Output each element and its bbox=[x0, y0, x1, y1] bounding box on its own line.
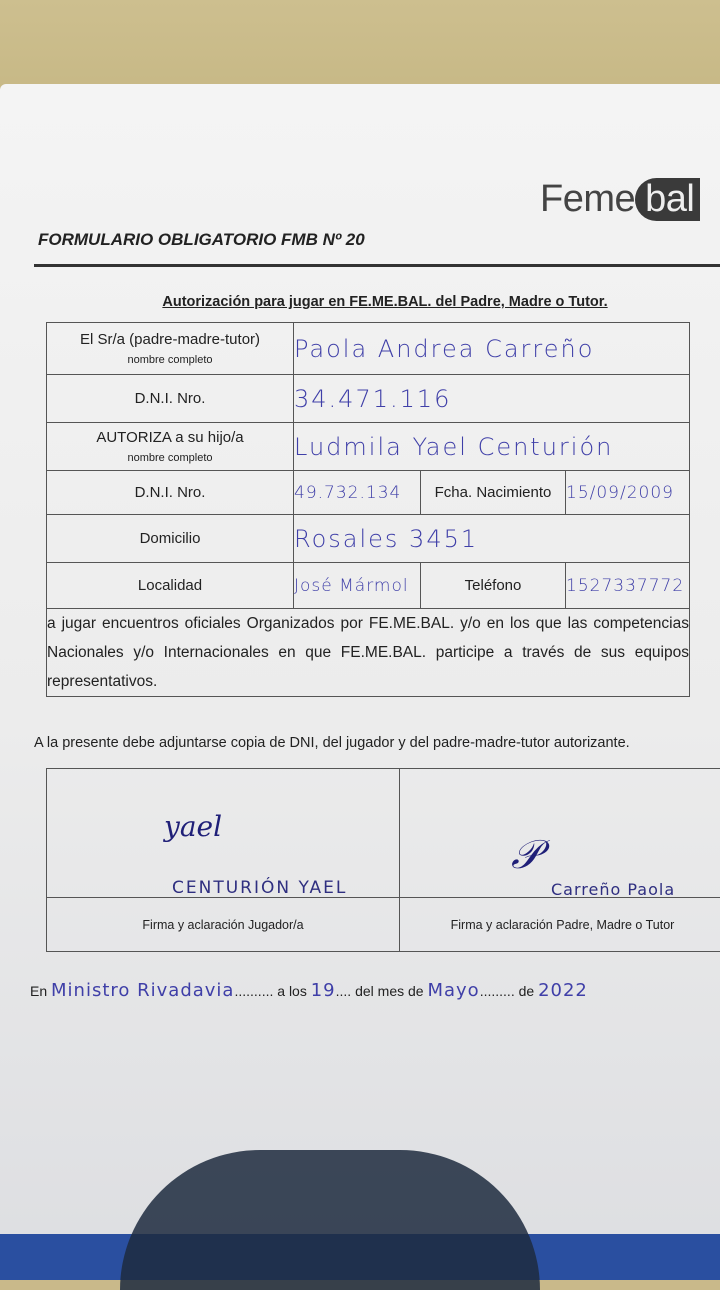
player-signature-area bbox=[48, 770, 398, 896]
tutor-dni-label: D.N.I. Nro. bbox=[47, 375, 294, 423]
tutor-printed-name: Carreño Paola bbox=[551, 880, 675, 899]
tutor-dni-field[interactable]: 34.471.116 bbox=[294, 375, 690, 423]
de-text: de bbox=[519, 983, 535, 999]
signature-table bbox=[46, 768, 720, 952]
tutor-name-row bbox=[47, 323, 690, 375]
los-text: a los bbox=[277, 983, 307, 999]
day-field[interactable]: 19 bbox=[311, 980, 336, 1001]
city-field[interactable]: José Mármol bbox=[294, 563, 421, 609]
child-label: AUTORIZA a su hijo/a bbox=[96, 429, 243, 446]
date-prefix: En bbox=[30, 983, 47, 999]
player-signature-caption: Firma y aclaración Jugador/a bbox=[47, 898, 400, 952]
place-field[interactable]: Ministro Rivadavia bbox=[51, 980, 234, 1001]
date-place-line bbox=[30, 980, 588, 1001]
child-dni-row bbox=[47, 471, 690, 515]
player-signature: yael bbox=[164, 810, 222, 843]
authorization-paragraph: a jugar encuentros oficiales Organizados por FE.ME.BAL. y/o en los que las competencias Nacionales y/o Internacionales en que FE.ME.BAL. participe a través de sus equipos representativos. bbox=[47, 609, 690, 697]
tutor-signature-caption: Firma y aclaración Padre, Madre o Tutor bbox=[400, 898, 720, 952]
child-name-row bbox=[47, 423, 690, 471]
child-dni-label: D.N.I. Nro. bbox=[47, 471, 294, 515]
day-dots: .... bbox=[336, 983, 352, 999]
attachment-note: A la presente debe adjuntarse copia de DNI, del jugador y del padre-madre-tutor autorizante. bbox=[34, 735, 630, 751]
mes-text: del mes de bbox=[355, 983, 423, 999]
form-title: FORMULARIO OBLIGATORIO FMB Nº 20 bbox=[38, 230, 365, 250]
femebal-logo: Feme bal bbox=[540, 178, 700, 221]
child-dni-field[interactable]: 49.732.134 bbox=[294, 471, 421, 515]
phone-label: Teléfono bbox=[421, 563, 566, 609]
child-label-cell bbox=[47, 423, 294, 471]
signature-row bbox=[47, 769, 720, 898]
address-label: Domicilio bbox=[47, 515, 294, 563]
authorization-text-row bbox=[47, 609, 690, 697]
phone-field[interactable]: 1527337772 bbox=[566, 563, 690, 609]
tutor-label-cell bbox=[47, 323, 294, 375]
month-field[interactable]: Mayo bbox=[427, 980, 479, 1001]
player-signature-box[interactable] bbox=[47, 769, 400, 898]
year-field[interactable]: 2022 bbox=[538, 980, 588, 1001]
address-row bbox=[47, 515, 690, 563]
city-row bbox=[47, 563, 690, 609]
address-field[interactable]: Rosales 3451 bbox=[294, 515, 690, 563]
city-label: Localidad bbox=[47, 563, 294, 609]
signature-caption-row bbox=[47, 898, 720, 952]
tutor-dni-row bbox=[47, 375, 690, 423]
authorization-table bbox=[46, 322, 690, 697]
child-sublabel: nombre completo bbox=[47, 452, 293, 464]
place-dots: .......... bbox=[234, 983, 273, 999]
child-name-field[interactable]: Ludmila Yael Centurión bbox=[294, 423, 690, 471]
tutor-sublabel: nombre completo bbox=[47, 354, 293, 366]
tutor-signature-area bbox=[401, 770, 720, 896]
birth-date-label: Fcha. Nacimiento bbox=[421, 471, 566, 515]
tutor-label: El Sr/a (padre-madre-tutor) bbox=[80, 331, 260, 348]
tutor-signature-mark: 𝒫 bbox=[511, 832, 540, 878]
birth-date-field[interactable]: 15/09/2009 bbox=[566, 471, 690, 515]
form-subtitle: Autorización para jugar en FE.ME.BAL. del Padre, Madre o Tutor. bbox=[0, 294, 720, 310]
player-printed-name: CENTURIÓN YAEL bbox=[172, 878, 347, 898]
tutor-name-field[interactable]: Paola Andrea Carreño bbox=[294, 323, 690, 375]
title-divider bbox=[34, 264, 720, 267]
tutor-signature-box[interactable] bbox=[400, 769, 720, 898]
month-dots: ......... bbox=[480, 983, 515, 999]
